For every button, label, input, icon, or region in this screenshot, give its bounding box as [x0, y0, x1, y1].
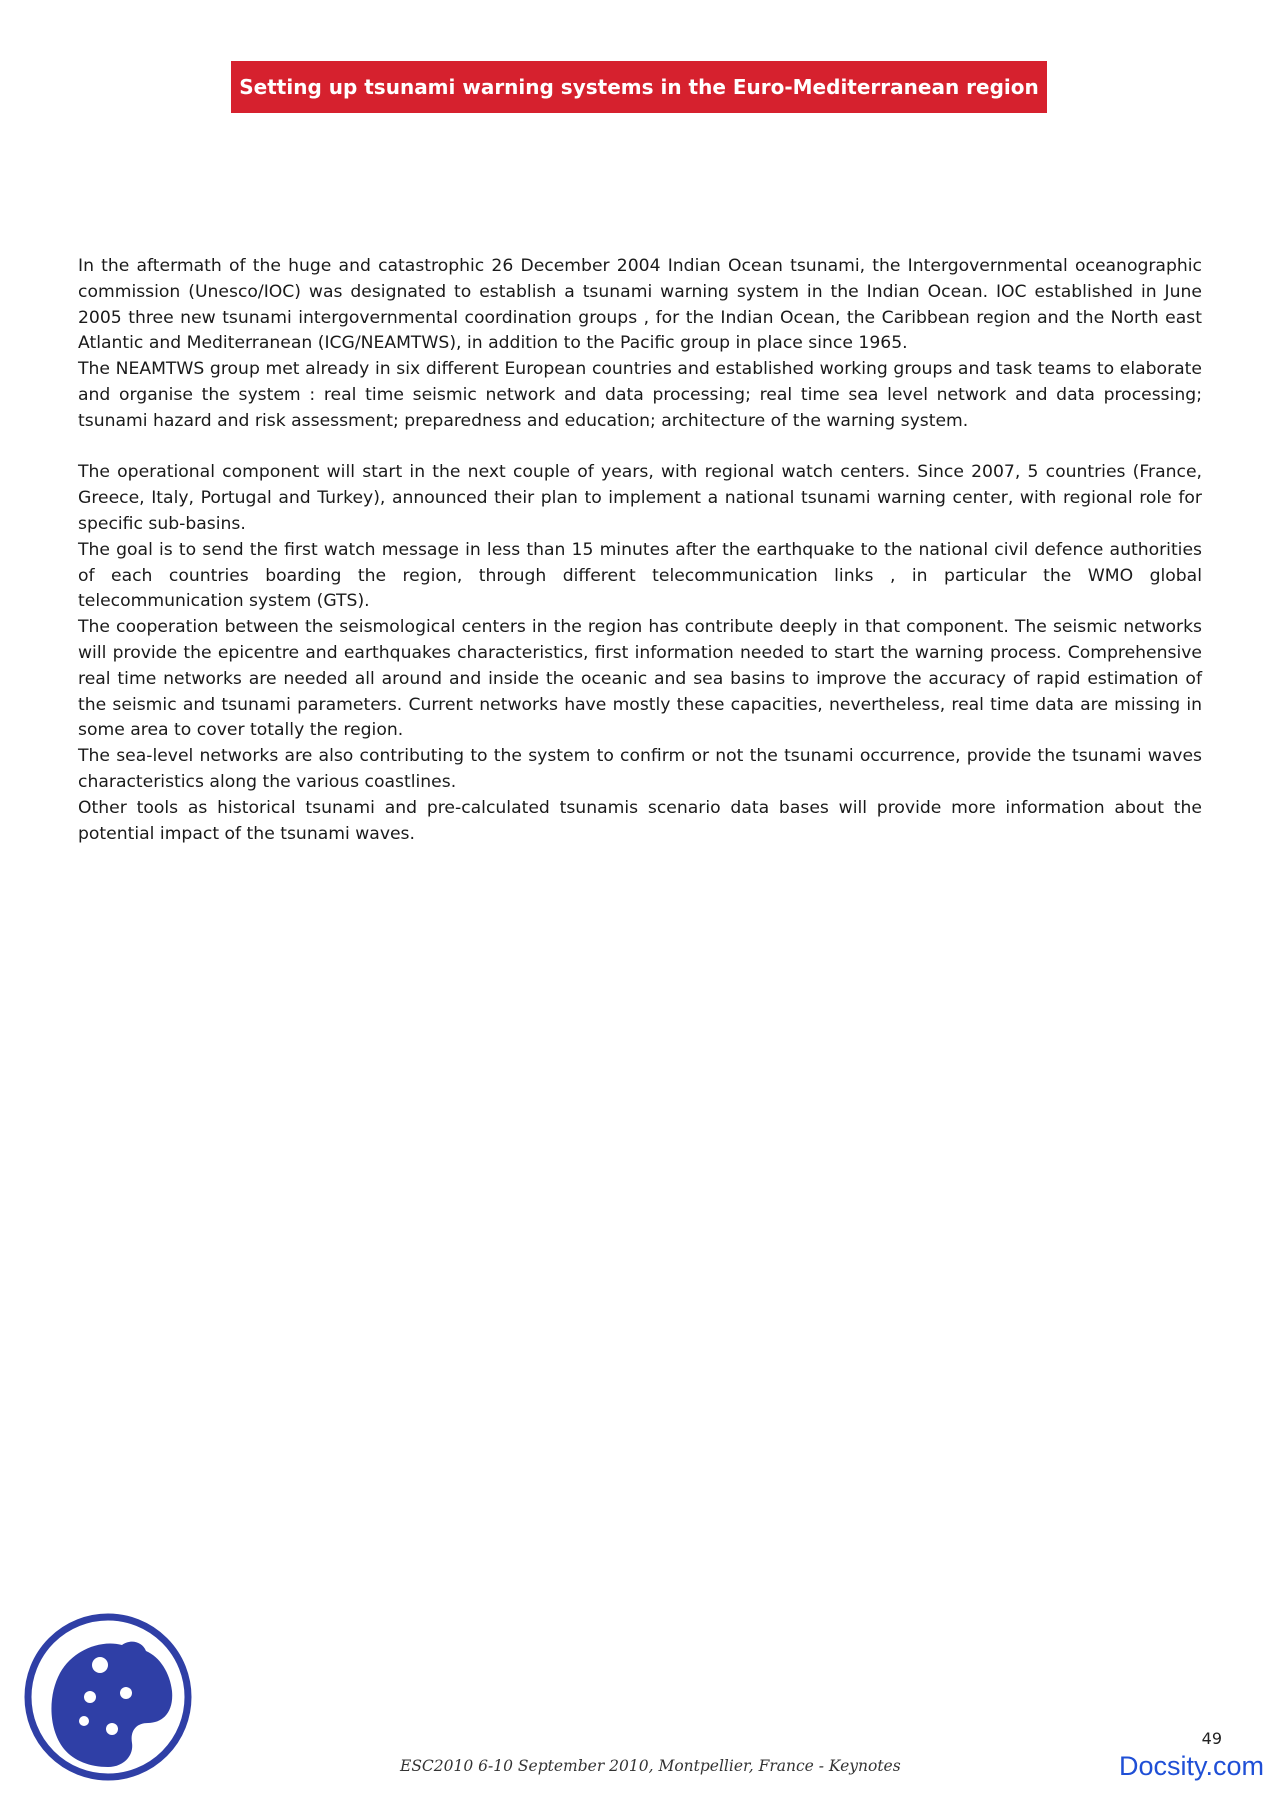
footer-note: ESC2010 6-10 September 2010, Montpellier, France - Keynotes: [400, 1757, 901, 1775]
paragraph: The NEAMTWS group met already in six different European countries and established working groups and task teams to elaborate and organise the system : real time seismic network and data processing; real time sea level network and data processing; tsunami hazard and risk assessment; preparedness and education; architecture of the warning system.: [78, 359, 1202, 431]
paragraph: Other tools as historical tsunami and pre-calculated tsunamis scenario data bases will provide more information about the potential impact of the tsunami waves.: [78, 797, 1202, 844]
esc-logo-icon: [22, 1611, 194, 1783]
page-title: Setting up tsunami warning systems in the Euro-Mediterranean region: [231, 61, 1047, 113]
paragraph: The goal is to send the first watch message in less than 15 minutes after the earthquake to the national civil defence authorities of each countries boarding the region, through different telecommunication links , in particular the WMO global telecommunication system (GTS).: [78, 539, 1202, 612]
paragraph: The operational component will start in the next couple of years, with regional watch centers. Since 2007, 5 countries (France, Greece, Italy, Portugal and Turkey), announced their plan to implement a national tsunami warning center, with regional role for specific sub-basins.: [78, 462, 1202, 534]
docsity-watermark[interactable]: Docsity.com: [1118, 1751, 1264, 1781]
paragraph: The cooperation between the seismological centers in the region has contribute deeply in that component. The seismic networks will provide the epicentre and earthquakes characteristics, first information needed to start the warning process. Comprehensive real time networks are needed all around and inside the oceanic and sea basins to improve the accuracy of rapid estimation of the seismic and tsunami parameters. Current networks have mostly these capacities, nevertheless, real time data are missing in some area to cover totally the region.: [78, 617, 1202, 741]
paragraph: In the aftermath of the huge and catastrophic 26 December 2004 Indian Ocean tsunami, the Intergovernmental oceanographic commission (Unesco/IOC) was designated to establish a tsunami warning system in the Indian Ocean. IOC established in June 2005 three new tsunami intergovernmental coordination groups , for the Indian Ocean, the Caribbean region and the North east Atlantic and Mediterranean (ICG/NEAMTWS), in addition to the Pacific group in place since 1965.: [78, 256, 1202, 354]
body-text: [78, 254, 1202, 847]
page-number: 49: [1201, 1729, 1222, 1748]
paragraph: The sea-level networks are also contributing to the system to confirm or not the tsunami occurrence, provide the tsunami waves characteristics along the various coastlines.: [78, 746, 1202, 792]
